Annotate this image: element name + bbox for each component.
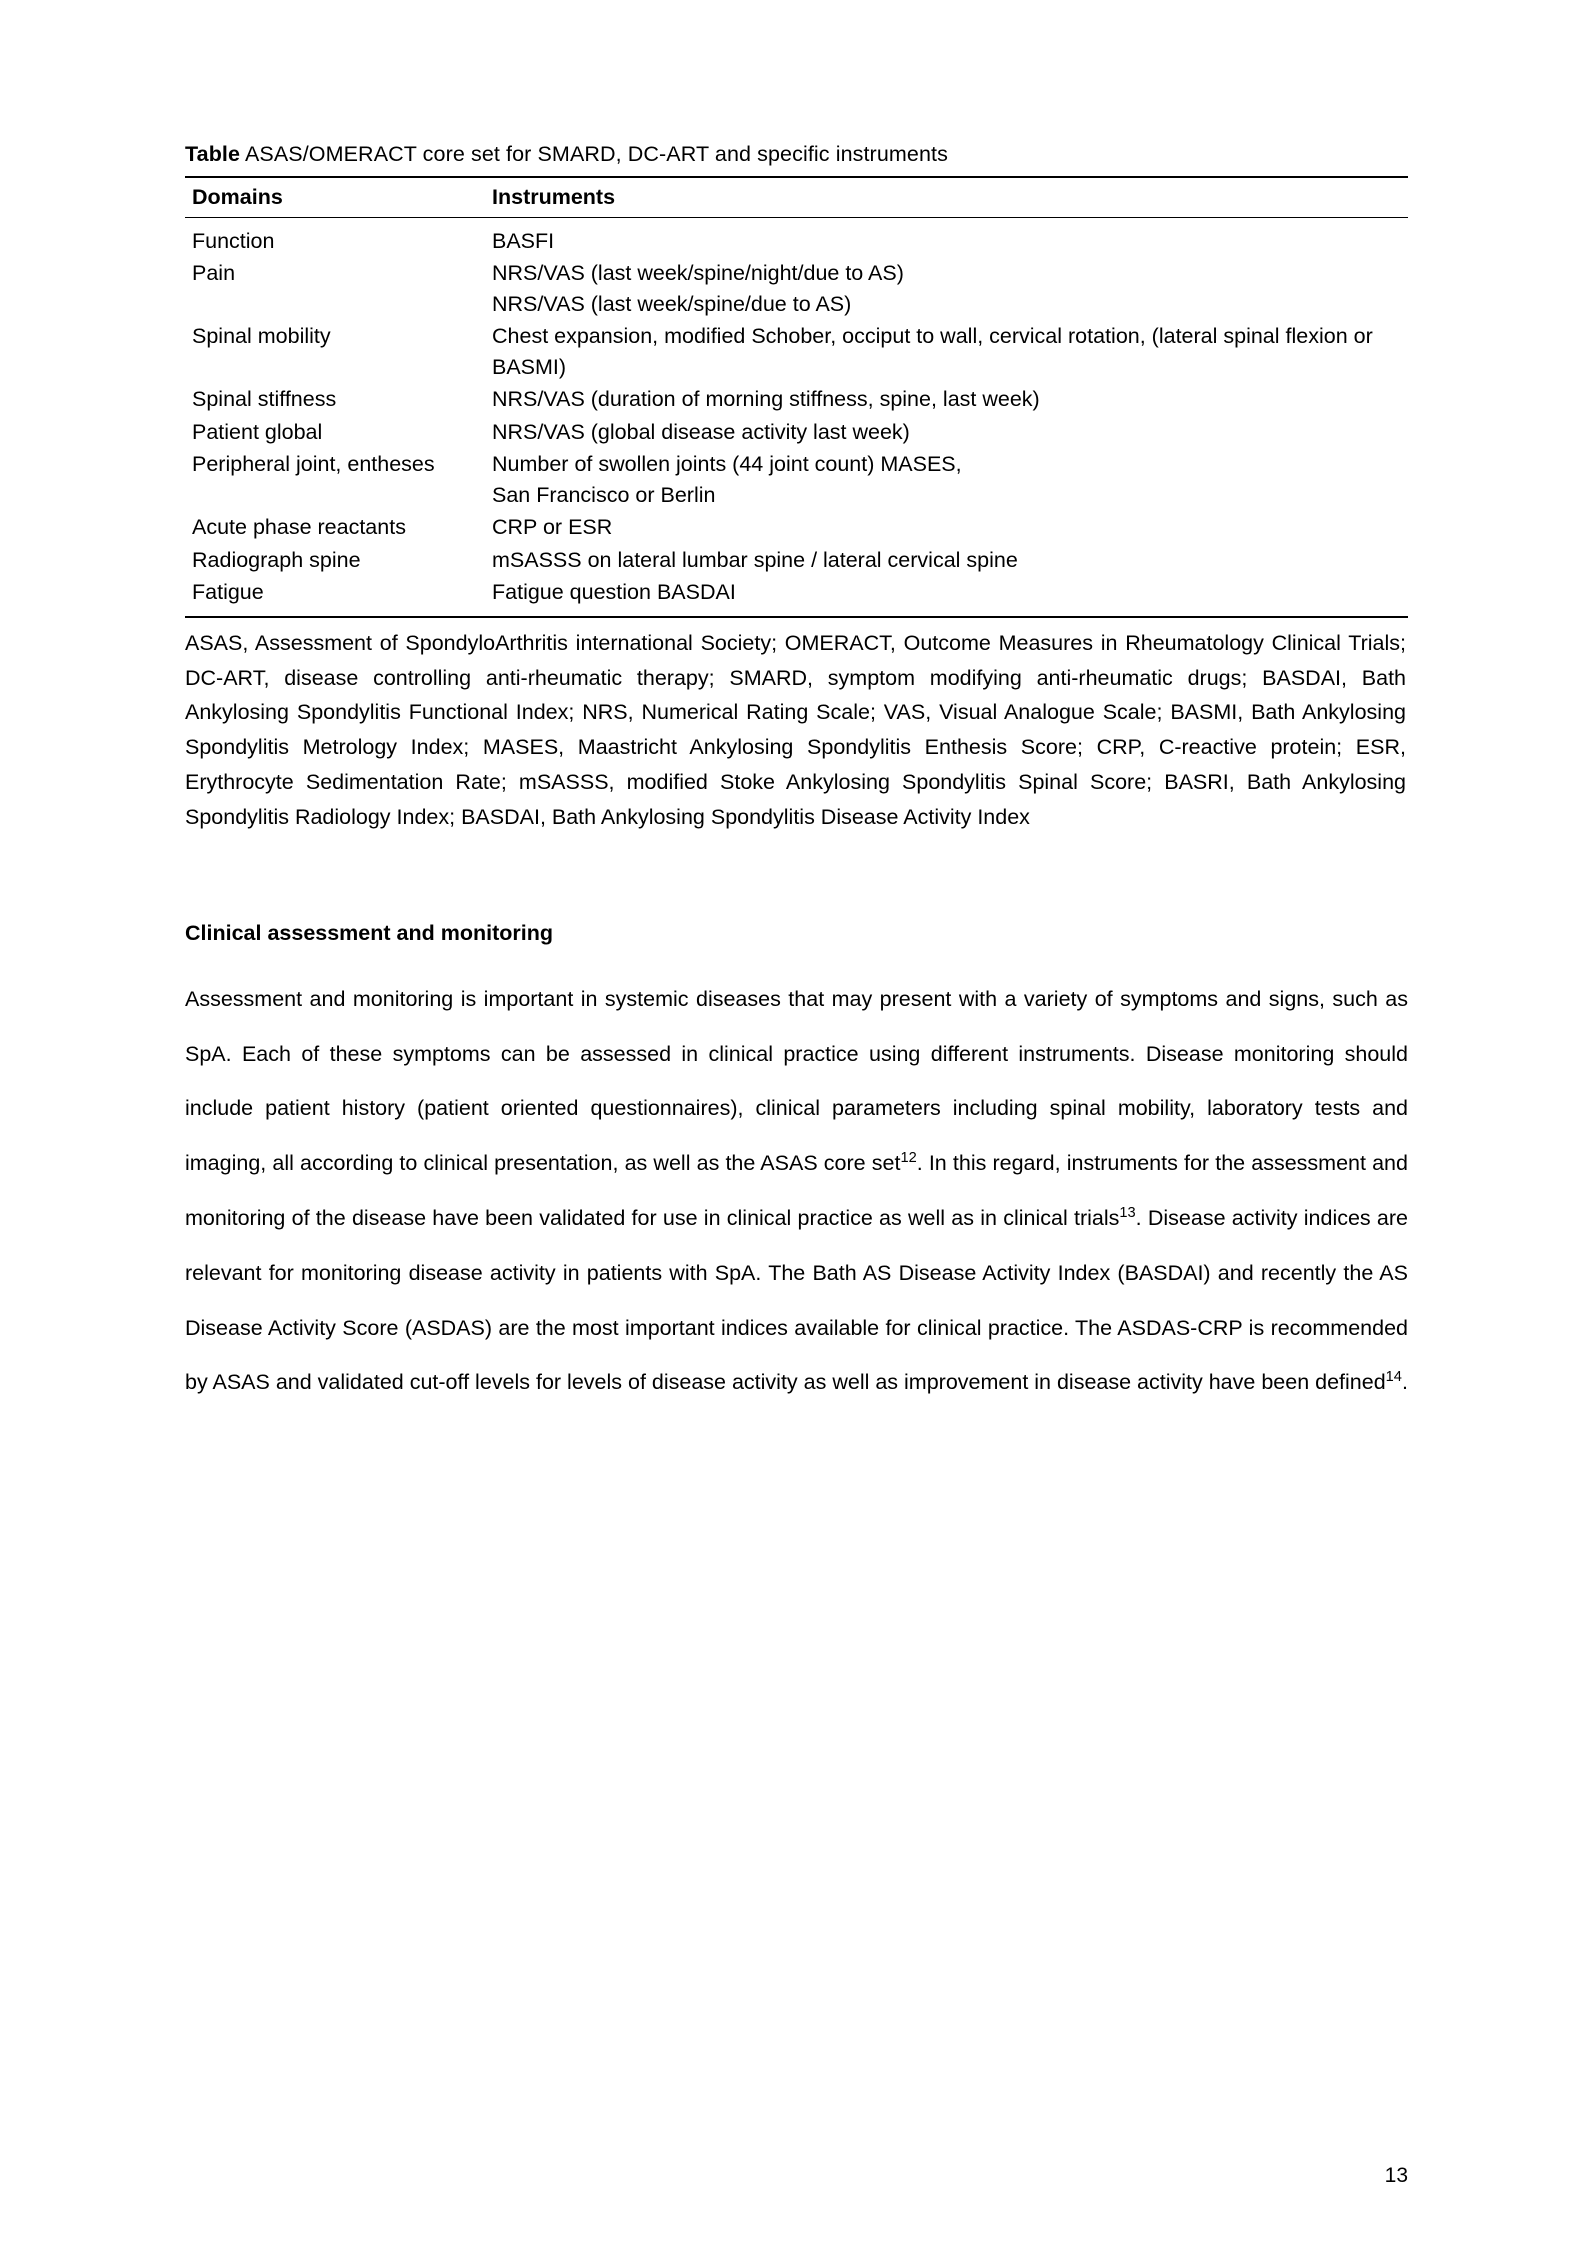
cell-instrument xyxy=(492,320,1408,383)
cell-instrument-line: NRS/VAS (global disease activity last week) xyxy=(492,419,910,444)
cell-instrument-line: NRS/VAS (duration of morning stiffness, spine, last week) xyxy=(492,387,1040,412)
cell-instrument-line: Chest expansion, modified Schober, occiput to wall, cervical rotation, (lateral spinal flexion or BASMI) xyxy=(492,324,1373,379)
cell-domain: Spinal mobility xyxy=(192,324,331,349)
cell-domain: Spinal stiffness xyxy=(192,387,337,412)
table-row xyxy=(185,217,1408,257)
reference-13: 13 xyxy=(1119,1204,1136,1221)
table-row xyxy=(185,448,1408,511)
cell-domain: Fatigue xyxy=(185,576,492,617)
table-footnote: ASAS, Assessment of SpondyloArthritis international Society; OMERACT, Outcome Measures in Rheumatology Clinical Trials; DC-ART, disease controlling anti-rheumatic therapy; SMARD, symptom modifying anti-rheumatic drugs; BASDAI, Bath Ankylosing Spondylitis Functional Index; NRS, Numerical Rating Scale; VAS, Visual Analogue Scale; BASMI, Bath Ankylosing Spondylitis Metrology Index; MASES, Maastricht Ankylosing Spondylitis Enthesis Score; CRP, C-reactive protein; ESR, Erythrocyte Sedimentation Rate; mSASSS, modified Stoke Ankylosing Spondylitis Spinal Score; BASRI, Bath Ankylosing Spondylitis Radiology Index; BASDAI, Bath Ankylosing Spondylitis Disease Activity Index xyxy=(185,630,1406,829)
reference-14: 14 xyxy=(1385,1369,1402,1386)
table-row xyxy=(185,544,1408,577)
cell-domain: Radiograph spine xyxy=(192,547,361,572)
paragraph-part-2: . In this regard, instruments for the assessment and monitoring of the disease have been validated for use in clinical practice as well as in clinical trials xyxy=(185,1151,1408,1230)
table-caption-label: Table xyxy=(185,142,241,166)
table-row xyxy=(185,511,1408,544)
cell-instrument xyxy=(492,416,1408,449)
cell-instrument xyxy=(492,576,1408,617)
cell-domain: Patient global xyxy=(192,419,323,444)
page-number: 13 xyxy=(1384,2164,1408,2187)
cell-instrument-line: Fatigue question BASDAI xyxy=(492,580,736,605)
body-paragraph xyxy=(185,972,1408,1411)
cell-instrument-line: NRS/VAS (last week/spine/night/due to AS) xyxy=(492,261,904,286)
cell-instrument-line-2: San Francisco or Berlin xyxy=(492,482,716,507)
cell-instrument-line-2: NRS/VAS (last week/spine/due to AS) xyxy=(492,291,852,316)
table-row xyxy=(185,257,1408,320)
cell-domain: Pain xyxy=(192,261,236,286)
table-header-row xyxy=(185,177,1408,217)
cell-instrument-line: BASFI xyxy=(492,228,555,253)
cell-domain: Acute phase reactants xyxy=(192,515,406,540)
core-set-table xyxy=(185,176,1408,618)
table-row xyxy=(185,320,1408,383)
cell-instrument-line: CRP or ESR xyxy=(492,515,613,540)
table-header xyxy=(185,177,1408,217)
paragraph-part-4: . xyxy=(1401,1370,1408,1395)
section-heading: Clinical assessment and monitoring xyxy=(185,920,553,945)
cell-domain: Function xyxy=(192,228,275,253)
column-header-instruments: Instruments xyxy=(492,177,1408,217)
cell-instrument xyxy=(492,511,1408,544)
cell-domain: Peripheral joint, entheses xyxy=(192,452,435,477)
table-row xyxy=(185,383,1408,416)
cell-instrument xyxy=(492,544,1408,577)
table-caption-text: ASAS/OMERACT core set for SMARD, DC-ART and specific instruments xyxy=(244,142,948,166)
cell-instrument xyxy=(492,383,1408,416)
cell-instrument-line: mSASSS on lateral lumbar spine / lateral cervical spine xyxy=(492,547,1018,572)
cell-instrument-line: Number of swollen joints (44 joint count) MASES, xyxy=(492,452,962,477)
paragraph-part-1: Assessment and monitoring is important in systemic diseases that may present with a variety of symptoms and signs, such as SpA. Each of these symptoms can be assessed in clinical practice using different instruments. Disease monitoring should include patient history (patient oriented questionnaires), clinical parameters including spinal mobility, laboratory tests and imaging, all according to clinical presentation, as well as the ASAS core set xyxy=(185,986,1408,1176)
table-row xyxy=(185,576,1408,617)
cell-instrument xyxy=(492,257,1408,320)
paragraph-part-3: . Disease activity indices are relevant for monitoring disease activity in patients with SpA. The Bath AS Disease Activity Index (BASDAI) and recently the AS Disease Activity Score (ASDAS) are the most important indices available for clinical practice. The ASDAS-CRP is recommended by ASAS and validated cut-off levels for levels of disease activity as well as improvement in disease activity have been defined xyxy=(185,1205,1408,1395)
table-caption xyxy=(185,140,1408,169)
reference-12: 12 xyxy=(900,1149,917,1166)
column-header-domains: Domains xyxy=(185,177,492,217)
cell-instrument xyxy=(492,217,1408,257)
cell-instrument xyxy=(492,448,1408,511)
table-row xyxy=(185,416,1408,449)
table-body xyxy=(185,217,1408,617)
